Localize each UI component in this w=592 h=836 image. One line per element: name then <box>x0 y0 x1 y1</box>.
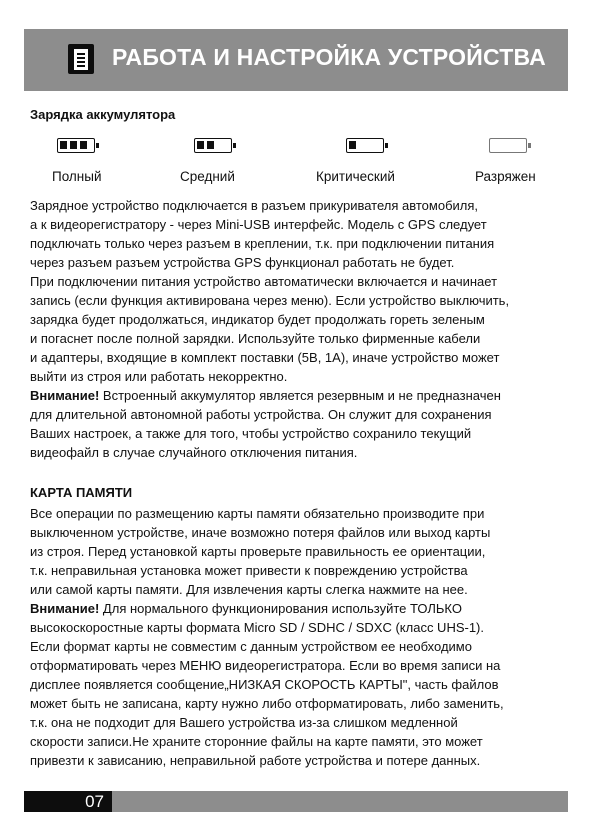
text-line-content: скорости записи.Не храните сторонние файлы на карте памяти, это может <box>30 734 483 749</box>
text-line-content: может быть не записана, карту нужно либо отформатировать, либо заменить, <box>30 696 504 711</box>
page-title: РАБОТА И НАСТРОЙКА УСТРОЙСТВА <box>112 44 546 70</box>
text-line <box>30 234 570 253</box>
text-line <box>30 215 570 234</box>
text-line <box>30 443 570 462</box>
text-line <box>30 751 570 770</box>
battery-empty-icon <box>489 138 527 153</box>
battery-section-body <box>30 196 570 462</box>
text-line <box>30 580 570 599</box>
text-line <box>30 675 570 694</box>
text-line-content: Для нормального функционирования используйте ТОЛЬКО <box>99 601 462 616</box>
text-line-content: дисплее появляется сообщение„НИЗКАЯ СКОРОСТЬ КАРТЫ", часть файлов <box>30 677 499 692</box>
text-line <box>30 599 570 618</box>
text-line-content: подключать только через разъем в креплении, т.к. при подключении питания <box>30 236 495 251</box>
battery-indicator-legend <box>0 138 592 188</box>
text-line-content: выключенном устройстве, иначе возможно потеря файлов или выход карты <box>30 525 491 540</box>
text-line <box>30 656 570 675</box>
text-line <box>30 329 570 348</box>
text-line <box>30 618 570 637</box>
text-line <box>30 272 570 291</box>
text-line-content: а к видеорегистратору - через Mini-USB интерфейс. Модель с GPS следует <box>30 217 487 232</box>
text-line-content: через разъем разъем устройства GPS функционал работать не будет. <box>30 255 455 270</box>
text-line <box>30 542 570 561</box>
text-line <box>30 561 570 580</box>
text-line <box>30 713 570 732</box>
text-line <box>30 405 570 424</box>
text-line <box>30 732 570 751</box>
battery-cell <box>197 141 204 149</box>
text-line-content: При подключении питания устройство автоматически включается и начинает <box>30 274 498 289</box>
text-line <box>30 291 570 310</box>
text-line-content: Если формат карты не совместим с данным устройством ее необходимо <box>30 639 472 654</box>
text-line-content: Зарядное устройство подключается в разъем прикуривателя автомобиля, <box>30 198 479 213</box>
battery-cell <box>70 141 77 149</box>
text-line <box>30 348 570 367</box>
text-line-content: видеофайл в случае случайного отключения питания. <box>30 445 358 460</box>
battery-cell <box>80 141 87 149</box>
text-line <box>30 637 570 656</box>
text-line-content: или самой карты памяти. Для извлечения карты слегка нажмите на нее. <box>30 582 468 597</box>
battery-medium-label: Средний <box>180 169 235 184</box>
page-header <box>24 29 568 91</box>
page-number: 07 <box>24 791 112 812</box>
text-line-content: привезти к зависанию, неправильной работе устройства и потере данных. <box>30 753 481 768</box>
battery-cell <box>207 141 214 149</box>
warning-label: Внимание! <box>30 388 100 403</box>
text-line-content: запись (если функция активирована через меню). Если устройство выключить, <box>30 293 510 308</box>
text-line-content: Ваших настроек, а также для того, чтобы устройство сохранило текущий <box>30 426 472 441</box>
text-line-content: и погаснет после полной зарядки. Используйте только фирменные кабели <box>30 331 481 346</box>
text-line-content: зарядка будет продолжаться, индикатор будет продолжать гореть зеленым <box>30 312 485 327</box>
warning-label: Внимание! <box>30 601 100 616</box>
text-line <box>30 694 570 713</box>
battery-critical-label: Критический <box>316 169 395 184</box>
text-line-content: для длительной автономной работы устройства. Он служит для сохранения <box>30 407 492 422</box>
text-line <box>30 504 570 523</box>
text-line-content: Встроенный аккумулятор является резервным и не предназначен <box>99 388 501 403</box>
text-line-content: отформатировать через МЕНЮ видеорегистратора. Если во время записи на <box>30 658 501 673</box>
battery-cell <box>349 141 356 149</box>
battery-medium-icon <box>194 138 232 153</box>
text-line-content: выйти из строя или работать некорректно. <box>30 369 288 384</box>
page-footer <box>24 791 568 812</box>
memory-card-section-body <box>30 504 570 770</box>
text-line-content: и адаптеры, входящие в комплект поставки (5В, 1А), иначе устройство может <box>30 350 500 365</box>
memory-card-section-title: КАРТА ПАМЯТИ <box>30 485 133 500</box>
battery-full-icon <box>57 138 95 153</box>
text-line-content: Все операции по размещению карты памяти обязательно производите при <box>30 506 485 521</box>
text-line-content: т.к. неправильная установка может привести к повреждению устройства <box>30 563 468 578</box>
text-line <box>30 196 570 215</box>
battery-critical-icon <box>346 138 384 153</box>
text-line <box>30 386 570 405</box>
battery-empty-label: Разряжен <box>475 169 536 184</box>
document-icon <box>68 44 94 74</box>
text-line-content: высокоскоростные карты формата Micro SD / SDHC / SDXC (класс UHS-1). <box>30 620 484 635</box>
text-line <box>30 523 570 542</box>
text-line <box>30 253 570 272</box>
battery-section-title: Зарядка аккумулятора <box>30 107 176 122</box>
text-line-content: из строя. Перед установкой карты проверьте правильность ее ориентации, <box>30 544 486 559</box>
battery-cell <box>60 141 67 149</box>
text-line <box>30 310 570 329</box>
text-line <box>30 367 570 386</box>
text-line-content: т.к. она не подходит для Вашего устройства из-за слишком медленной <box>30 715 458 730</box>
text-line <box>30 424 570 443</box>
battery-full-label: Полный <box>52 169 102 184</box>
